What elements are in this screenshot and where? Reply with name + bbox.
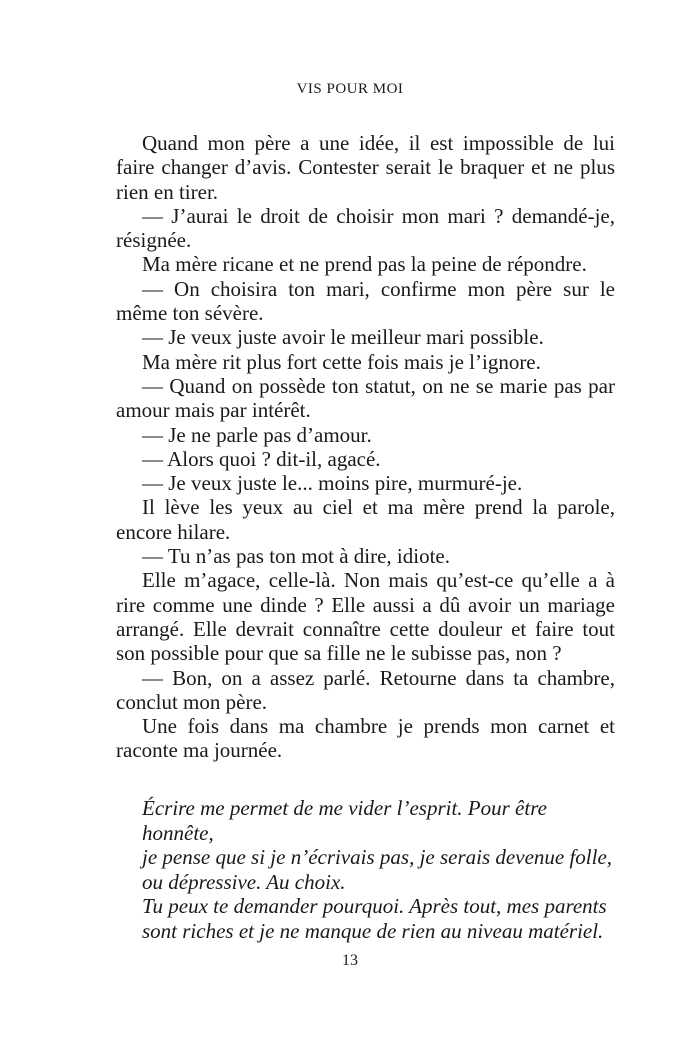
- journal-line: Tu peux te demander pourquoi. Après tout, mes parents: [142, 894, 607, 918]
- paragraph: — Je veux juste avoir le meilleur mari possible.: [142, 325, 544, 350]
- paragraph: Il lève les yeux au ciel et ma mère prend la parole, encore hilare.: [116, 495, 615, 544]
- paragraph: — Bon, on a assez parlé. Retourne dans ta chambre, conclut mon père.: [116, 665, 615, 714]
- paragraph: Ma mère rit plus fort cette fois mais je l’ignore.: [142, 349, 541, 374]
- journal-excerpt: [142, 796, 615, 943]
- paragraph: — On choisira ton mari, confirme mon père sur le même ton sévère.: [116, 276, 615, 326]
- journal-line: Écrire me permet de me vider l’esprit. Pour être honnête,: [142, 796, 547, 845]
- paragraph: — Alors quoi ? dit-il, agacé.: [142, 446, 381, 471]
- paragraph: — J’aurai le droit de choisir mon mari ? demandé-je, résignée.: [116, 203, 615, 253]
- journal-line: ou dépressive. Au choix.: [142, 869, 346, 894]
- page-number: 13: [342, 952, 358, 969]
- body-text: [116, 131, 615, 763]
- paragraph: — Je veux juste le... moins pire, murmuré-je.: [142, 471, 523, 496]
- journal-line: je pense que si je n’écrivais pas, je serais devenue folle,: [142, 845, 613, 869]
- paragraph: — Tu n’as pas ton mot à dire, idiote.: [142, 544, 450, 569]
- paragraph: Ma mère ricane et ne prend pas la peine de répondre.: [142, 252, 587, 277]
- paragraph: — Quand on possède ton statut, on ne se marie pas par amour mais par intérêt.: [116, 373, 615, 423]
- paragraph: Quand mon père a une idée, il est impossible de lui faire changer d’avis. Contester serait le braquer et ne plus rien en tirer.: [116, 131, 615, 204]
- journal-line: sont riches et je ne manque de rien au niveau matériel.: [142, 918, 604, 943]
- paragraph: Elle m’agace, celle-là. Non mais qu’est-ce qu’elle a à rire comme une dinde ? Elle aussi a dû avoir un mariage arrangé. Elle devrait connaître cette douleur et faire tout son possible pour que sa fille ne le subisse pas, non ?: [116, 568, 615, 666]
- paragraph: — Je ne parle pas d’amour.: [142, 422, 372, 447]
- running-head: VIS POUR MOI: [296, 81, 404, 97]
- paragraph: Une fois dans ma chambre je prends mon carnet et raconte ma journée.: [116, 714, 615, 763]
